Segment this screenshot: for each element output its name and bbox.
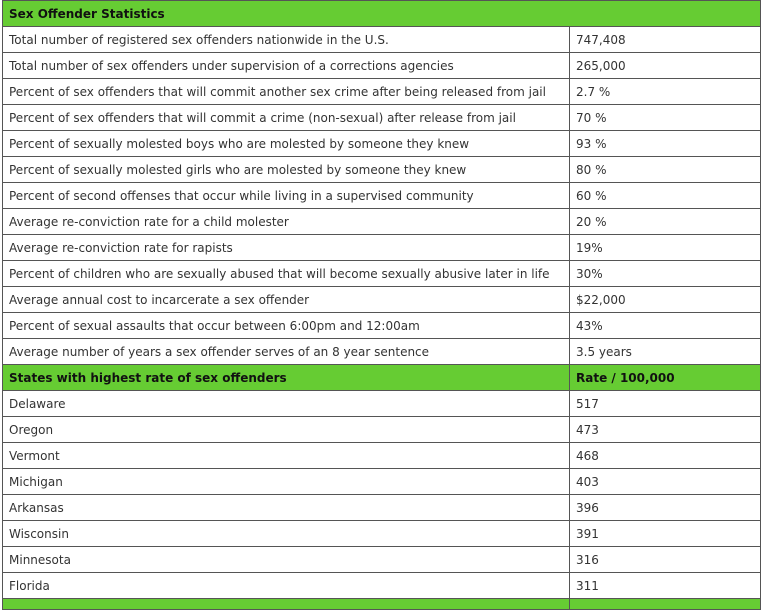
stat-value: 19% [570,235,761,261]
state-rate: 517 [570,391,761,417]
sex-offender-statistics-table [2,0,761,610]
state-rate: 403 [570,469,761,495]
state-name: Vermont [3,443,570,469]
stat-label: Percent of sex offenders that will commit a crime (non-sexual) after release from jail [3,105,570,131]
stat-value: $22,000 [570,287,761,313]
stat-label: Percent of sexually molested boys who are molested by someone they knew [3,131,570,157]
table-row [3,27,761,53]
stat-label: Percent of second offenses that occur while living in a supervised community [3,183,570,209]
table-row [3,235,761,261]
table-row [3,313,761,339]
state-rate: 468 [570,443,761,469]
stat-label: Average re-conviction rate for a child molester [3,209,570,235]
table-row [3,495,761,521]
stat-label: Total number of sex offenders under supervision of a corrections agencies [3,53,570,79]
stat-value: 43% [570,313,761,339]
states-header-value: Rate / 100,000 [570,365,761,391]
table-row [3,183,761,209]
table-row [3,469,761,495]
stat-label: Percent of sexually molested girls who are molested by someone they knew [3,157,570,183]
table-row [3,443,761,469]
state-name: Minnesota [3,547,570,573]
table-row [3,131,761,157]
stats-title-row [3,1,761,27]
table-row [3,339,761,365]
state-rate: 316 [570,547,761,573]
table-row [3,157,761,183]
states-header-row [3,365,761,391]
footer-cell [3,599,570,610]
footer-cell [570,599,761,610]
footer-row [3,599,761,610]
stat-value: 93 % [570,131,761,157]
table-row [3,521,761,547]
state-name: Michigan [3,469,570,495]
stat-label: Total number of registered sex offenders nationwide in the U.S. [3,27,570,53]
stat-label: Average annual cost to incarcerate a sex offender [3,287,570,313]
stat-value: 60 % [570,183,761,209]
table-row [3,209,761,235]
stat-value: 70 % [570,105,761,131]
state-name: Florida [3,573,570,599]
state-rate: 311 [570,573,761,599]
stat-label: Percent of children who are sexually abused that will become sexually abusive later in life [3,261,570,287]
stat-value: 747,408 [570,27,761,53]
table-row [3,105,761,131]
stat-label: Percent of sexual assaults that occur between 6:00pm and 12:00am [3,313,570,339]
state-name: Arkansas [3,495,570,521]
stat-value: 3.5 years [570,339,761,365]
state-name: Wisconsin [3,521,570,547]
states-header-label: States with highest rate of sex offenders [3,365,570,391]
stat-value: 265,000 [570,53,761,79]
state-rate: 396 [570,495,761,521]
stat-value: 80 % [570,157,761,183]
table-row [3,417,761,443]
table-row [3,287,761,313]
table-row [3,261,761,287]
state-name: Delaware [3,391,570,417]
state-name: Oregon [3,417,570,443]
table-row [3,391,761,417]
stat-label: Average number of years a sex offender serves of an 8 year sentence [3,339,570,365]
table-row [3,79,761,105]
stat-value: 30% [570,261,761,287]
stat-label: Average re-conviction rate for rapists [3,235,570,261]
stat-value: 2.7 % [570,79,761,105]
table-row [3,547,761,573]
stat-value: 20 % [570,209,761,235]
table-row [3,573,761,599]
state-rate: 473 [570,417,761,443]
stats-table-title: Sex Offender Statistics [3,1,761,27]
stat-label: Percent of sex offenders that will commit another sex crime after being released from jail [3,79,570,105]
state-rate: 391 [570,521,761,547]
table-row [3,53,761,79]
